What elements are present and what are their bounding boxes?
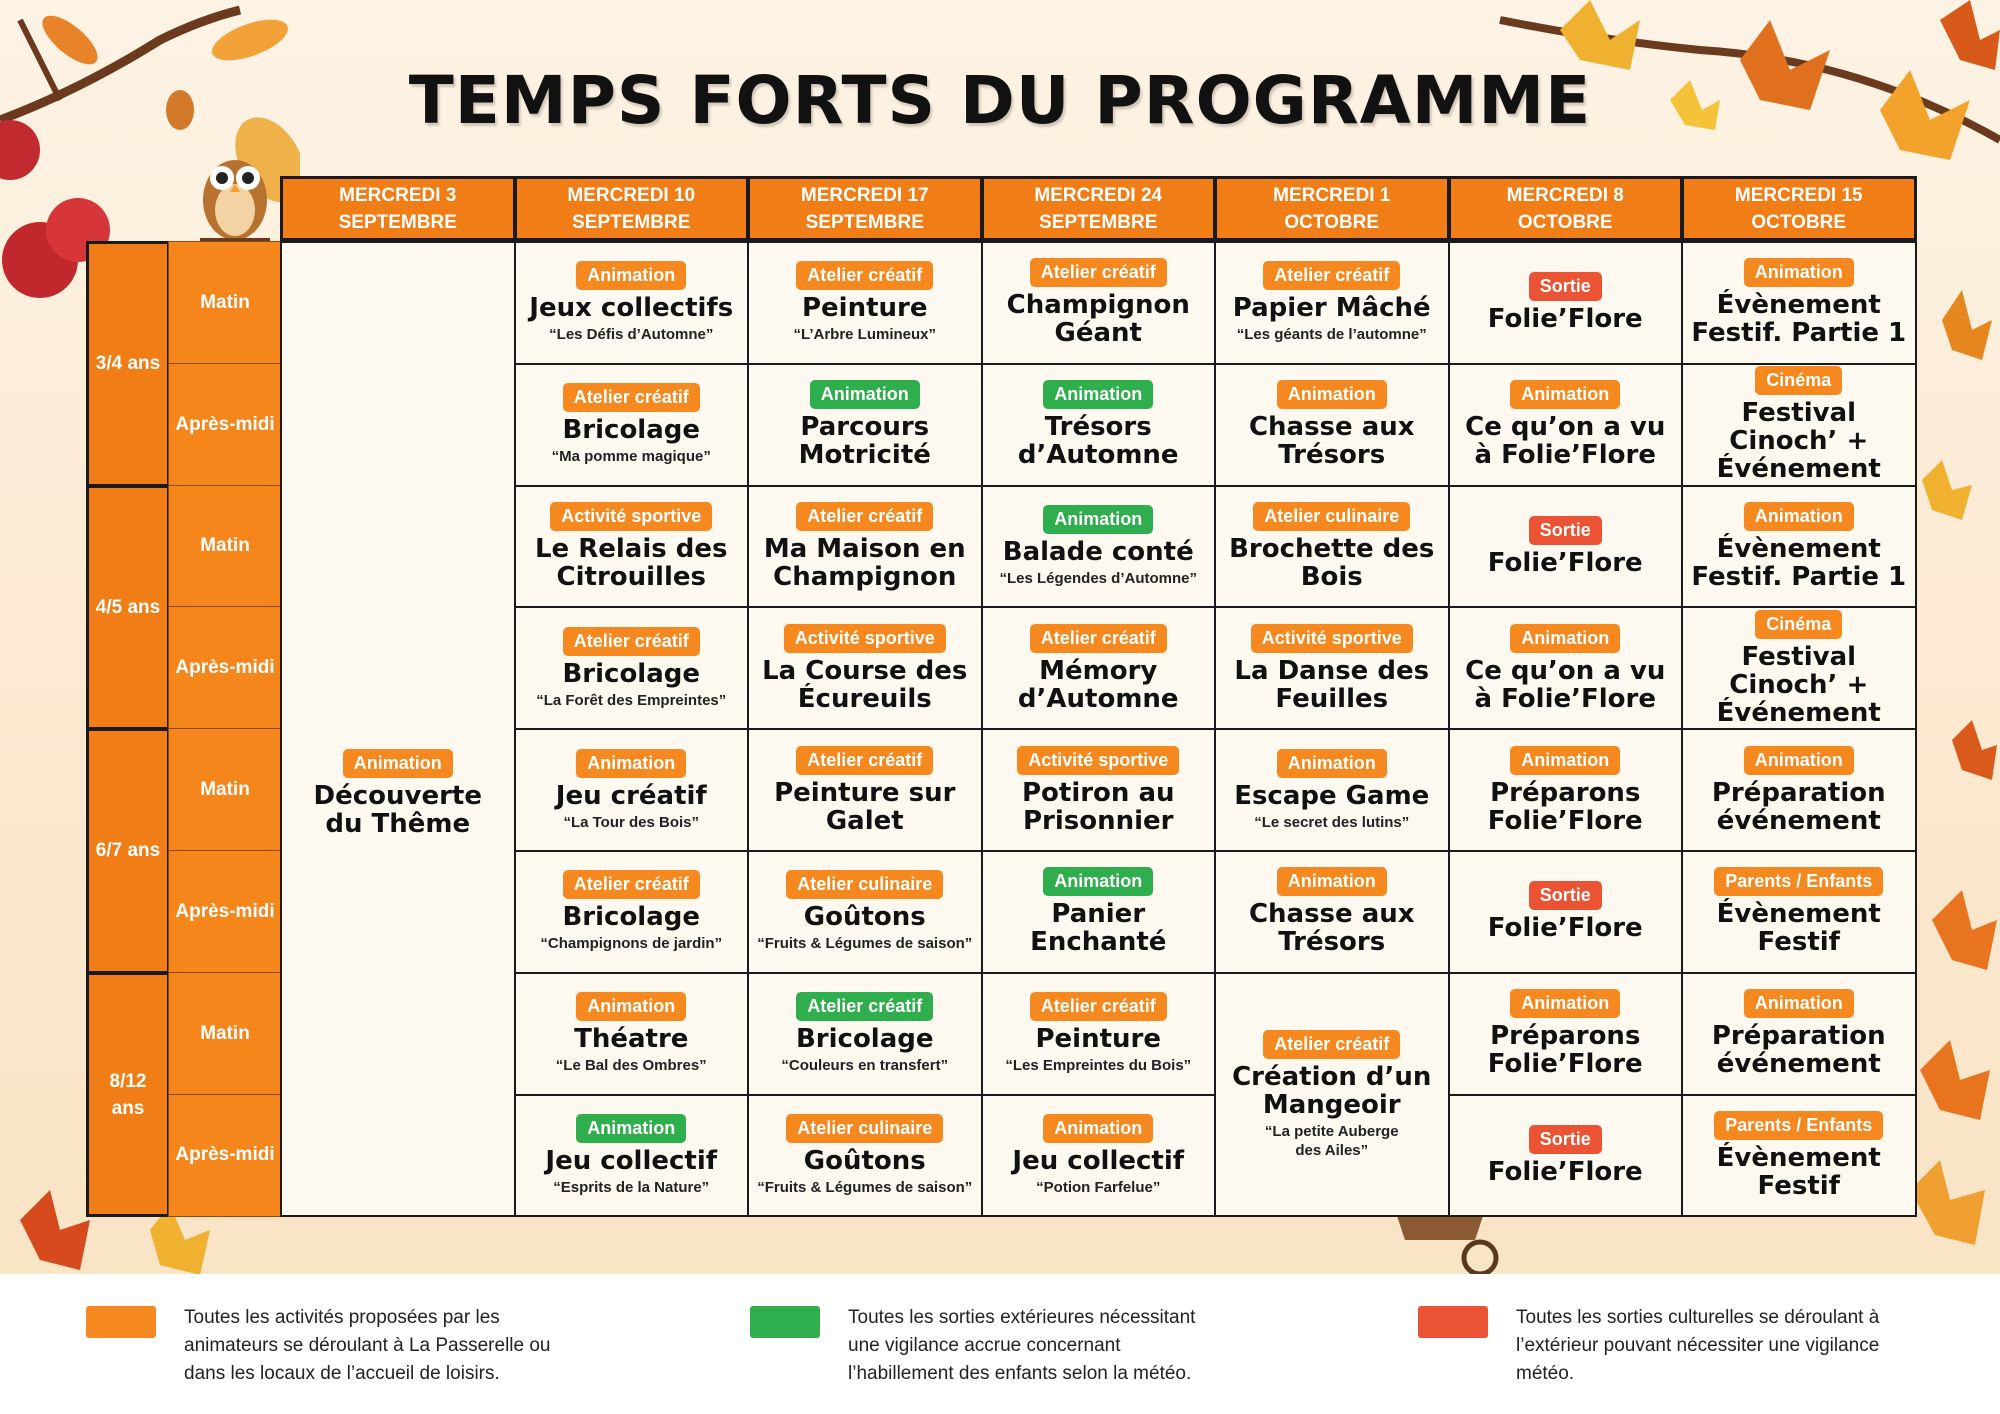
age-group-text: 8/12 ans <box>109 1070 147 1119</box>
activity-badge: Atelier créatif <box>796 261 933 290</box>
activity-cell[interactable] <box>1214 850 1450 974</box>
activity-badge: Animation <box>1510 624 1620 653</box>
activity-title: Folie’Flore <box>1487 547 1643 578</box>
activity-title: Évènement Festif. Partie 1 <box>1691 290 1907 349</box>
activity-badge: Activité sportive <box>1251 624 1413 653</box>
slot-morning <box>168 241 282 365</box>
activity-cell[interactable] <box>514 241 750 365</box>
activity-badge: Animation <box>576 261 686 290</box>
activity-subtitle: “Couleurs en transfert” <box>781 1057 949 1075</box>
activity-title: Ce qu’on a vu à Folie’Flore <box>1465 655 1666 714</box>
activity-title: Trésors d’Automne <box>1017 412 1179 471</box>
activity-title: Goûtons <box>803 1145 926 1176</box>
activity-badge: Sortie <box>1529 272 1602 301</box>
activity-title: Potiron au Prisonnier <box>1021 777 1175 836</box>
age-group-label <box>86 728 170 974</box>
activity-badge: Atelier créatif <box>1030 624 1167 653</box>
activity-title: Folie’Flore <box>1487 913 1643 944</box>
activity-title: Folie’Flore <box>1487 304 1643 335</box>
activity-cell[interactable] <box>514 728 750 852</box>
day-header-line: MERCREDI 24 <box>1034 184 1163 206</box>
activity-title: Parcours Motricité <box>798 412 931 471</box>
activity-badge: Animation <box>576 1114 686 1143</box>
activity-badge: Animation <box>1043 505 1153 534</box>
activity-badge: Atelier créatif <box>796 746 933 775</box>
activity-title: Évènement Festif <box>1716 1142 1881 1201</box>
day-header-line: MERCREDI 8 <box>1506 184 1624 206</box>
activity-title: Ce qu’on a vu à Folie’Flore <box>1465 412 1666 471</box>
day-header-month: OCTOBRE <box>1284 211 1380 233</box>
activity-cell[interactable] <box>747 241 983 365</box>
activity-title: Goûtons <box>803 902 926 933</box>
activity-subtitle: “Le secret des lutins” <box>1254 813 1410 831</box>
activity-cell[interactable] <box>1681 485 1917 609</box>
slot-label: Matin <box>200 535 250 557</box>
activity-badge: Atelier créatif <box>1030 258 1167 287</box>
activity-subtitle: “Fruits & Légumes de saison” <box>757 1178 973 1196</box>
activity-title: Peinture sur Galet <box>774 777 956 836</box>
activity-cell[interactable] <box>981 241 1217 365</box>
activity-cell[interactable] <box>514 606 750 730</box>
day-header <box>1214 176 1450 241</box>
activity-subtitle: “Le Bal des Ombres” <box>555 1057 707 1075</box>
activity-subtitle: “La Tour des Bois” <box>563 813 700 831</box>
slot-afternoon <box>168 606 282 730</box>
slot-label: Après-midi <box>175 413 275 435</box>
day-header <box>981 176 1217 241</box>
activity-cell[interactable] <box>1448 241 1684 365</box>
day-header <box>514 176 750 241</box>
activity-badge: Atelier culinaire <box>786 1114 943 1143</box>
activity-cell[interactable] <box>1214 485 1450 609</box>
day-header-month: SEPTEMBRE <box>338 211 457 233</box>
activity-title: Jeu collectif <box>545 1145 718 1176</box>
day-header <box>280 176 516 241</box>
activity-title: Préparation événement <box>1711 1021 1886 1080</box>
activity-cell[interactable] <box>1214 241 1450 365</box>
age-group-text: 3/4 ans <box>95 353 161 375</box>
activity-badge: Atelier créatif <box>1030 992 1167 1021</box>
activity-badge: Animation <box>576 992 686 1021</box>
slot-label: Matin <box>200 1022 250 1044</box>
day-header-month: SEPTEMBRE <box>572 211 691 233</box>
day-header-line: MERCREDI 10 <box>567 184 696 206</box>
activity-title: Papier Mâché <box>1232 293 1431 324</box>
activity-cell[interactable] <box>747 728 983 852</box>
activity-badge: Animation <box>1277 867 1387 896</box>
activity-title: Peinture <box>1035 1024 1161 1055</box>
activity-title: Chasse aux Trésors <box>1248 412 1415 471</box>
activity-title: Panier Enchanté <box>1030 899 1167 958</box>
activity-title: Balade conté <box>1002 536 1194 567</box>
slot-label: Après-midi <box>175 657 275 679</box>
activity-subtitle: “La petite Auberge des Ailes” <box>1264 1122 1399 1159</box>
activity-title: Bricolage <box>562 902 701 933</box>
activity-badge: Animation <box>1510 746 1620 775</box>
activity-cell[interactable] <box>1681 728 1917 852</box>
activity-subtitle: “Les Défis d’Automne” <box>549 326 714 344</box>
activity-title: La Course des Écureuils <box>762 655 968 714</box>
activity-cell[interactable] <box>1681 363 1917 487</box>
activity-badge: Parents / Enfants <box>1714 867 1883 896</box>
activity-badge: Animation <box>1744 746 1854 775</box>
activity-cell[interactable] <box>1448 850 1684 974</box>
activity-title: Champignon Géant <box>1006 290 1190 349</box>
activity-cell[interactable] <box>747 485 983 609</box>
activity-cell[interactable] <box>514 485 750 609</box>
activity-title: Bricolage <box>795 1024 934 1055</box>
legend-item <box>1418 1304 1896 1388</box>
day-header-line: MERCREDI 3 <box>339 184 457 206</box>
activity-badge: Atelier culinaire <box>786 870 943 899</box>
activity-badge: Animation <box>1744 258 1854 287</box>
activity-cell[interactable] <box>1214 606 1450 730</box>
slot-label: Après-midi <box>175 900 275 922</box>
legend <box>0 1274 2000 1414</box>
activity-title: Jeu créatif <box>555 780 707 811</box>
activity-title: Festival Cinoch’ + Événement <box>1716 398 1881 485</box>
day-header <box>747 176 983 241</box>
activity-title: Bricolage <box>562 415 701 446</box>
age-group-text: 6/7 ans <box>95 840 161 862</box>
activity-badge: Atelier créatif <box>1263 261 1400 290</box>
activity-title: Mémory d’Automne <box>1017 655 1179 714</box>
activity-cell[interactable] <box>1214 972 1450 1218</box>
legend-text: Toutes les sorties culturelles se déroulant à l’extérieur pouvant nécessiter une vigilance météo. <box>1516 1307 1880 1384</box>
activity-badge: Animation <box>1510 989 1620 1018</box>
activity-title: Brochette des Bois <box>1229 533 1435 592</box>
activity-cell[interactable] <box>514 850 750 974</box>
activity-title: Évènement Festif. Partie 1 <box>1691 533 1907 592</box>
activity-subtitle: “Les Légendes d’Automne” <box>999 569 1198 587</box>
activity-badge: Animation <box>576 749 686 778</box>
activity-cell[interactable] <box>981 850 1217 974</box>
activity-title: Découverte du Thême <box>313 780 482 839</box>
activity-title: Folie’Flore <box>1487 1156 1643 1187</box>
activity-cell[interactable] <box>981 972 1217 1096</box>
activity-title: Chasse aux Trésors <box>1248 899 1415 958</box>
slot-label: Matin <box>200 779 250 801</box>
activity-cell[interactable] <box>1681 1094 1917 1218</box>
activity-cell[interactable] <box>1448 1094 1684 1218</box>
activity-cell[interactable] <box>1681 241 1917 365</box>
page-title: TEMPS FORTS DU PROGRAMME <box>408 62 1592 139</box>
age-group-label <box>86 241 170 487</box>
day-header-line: MERCREDI 17 <box>800 184 929 206</box>
activity-cell[interactable] <box>747 1094 983 1218</box>
activity-title: Création d’un Mangeoir <box>1232 1061 1432 1120</box>
day-header <box>1448 176 1684 241</box>
first-day-activity[interactable] <box>280 241 516 1217</box>
activity-title: Jeu collectif <box>1012 1145 1185 1176</box>
activity-badge: Activité sportive <box>1017 746 1179 775</box>
activity-subtitle: “Ma pomme magique” <box>551 448 711 466</box>
day-header-month: OCTOBRE <box>1517 211 1613 233</box>
activity-title: Le Relais des Citrouilles <box>534 533 728 592</box>
legend-text: Toutes les sorties extérieures nécessitant une vigilance accrue concernant l’habillement des enfants selon la météo. <box>848 1307 1196 1384</box>
activity-title: Théatre <box>574 1024 689 1055</box>
legend-item <box>750 1304 1228 1388</box>
activity-cell[interactable] <box>1214 363 1450 487</box>
activity-badge: Animation <box>1043 867 1153 896</box>
legend-item <box>86 1304 564 1388</box>
activity-badge: Atelier créatif <box>796 992 933 1021</box>
activity-cell[interactable] <box>1448 606 1684 730</box>
program-grid <box>86 176 1915 1216</box>
legend-swatch <box>1418 1306 1488 1338</box>
activity-badge: Animation <box>343 749 453 778</box>
legend-swatch <box>86 1306 156 1338</box>
day-header-month: OCTOBRE <box>1751 211 1847 233</box>
slot-label: Après-midi <box>175 1144 275 1166</box>
activity-subtitle: “Potion Farfelue” <box>1036 1178 1161 1196</box>
activity-badge: Parents / Enfants <box>1714 1111 1883 1140</box>
activity-cell[interactable] <box>1448 485 1684 609</box>
activity-badge: Sortie <box>1529 1125 1602 1154</box>
activity-cell[interactable] <box>1448 972 1684 1096</box>
day-header-line: MERCREDI 15 <box>1734 184 1863 206</box>
slot-afternoon <box>168 1094 282 1218</box>
activity-cell[interactable] <box>981 485 1217 609</box>
activity-badge: Activité sportive <box>550 502 712 531</box>
activity-badge: Animation <box>1043 380 1153 409</box>
activity-subtitle: “Fruits & Légumes de saison” <box>757 935 973 953</box>
activity-title: Préparons Folie’Flore <box>1487 1021 1643 1080</box>
activity-title: La Danse des Feuilles <box>1234 655 1430 714</box>
activity-title: Jeux collectifs <box>529 293 734 324</box>
activity-cell[interactable] <box>1448 728 1684 852</box>
activity-title: Ma Maison en Champignon <box>763 533 966 592</box>
activity-badge: Atelier créatif <box>563 870 700 899</box>
activity-title: Préparation événement <box>1711 777 1886 836</box>
activity-subtitle: “Esprits de la Nature” <box>553 1178 710 1196</box>
age-group-label <box>86 972 170 1218</box>
day-header <box>1681 176 1917 241</box>
activity-cell[interactable] <box>747 850 983 974</box>
activity-title: Escape Game <box>1234 780 1430 811</box>
activity-badge: Animation <box>1744 502 1854 531</box>
legend-text: Toutes les activités proposées par les animateurs se déroulant à La Passerelle ou dans les locaux de l’accueil de loisirs. <box>184 1307 551 1384</box>
activity-badge: Sortie <box>1529 881 1602 910</box>
activity-badge: Cinéma <box>1755 610 1842 639</box>
slot-morning <box>168 485 282 609</box>
activity-cell[interactable] <box>514 363 750 487</box>
activity-cell[interactable] <box>1214 728 1450 852</box>
slot-morning <box>168 728 282 852</box>
activity-badge: Animation <box>1277 380 1387 409</box>
activity-badge: Atelier créatif <box>796 502 933 531</box>
activity-cell[interactable] <box>747 972 983 1096</box>
activity-subtitle: “Les Empreintes du Bois” <box>1005 1057 1192 1075</box>
activity-badge: Sortie <box>1529 516 1602 545</box>
activity-subtitle: “Champignons de jardin” <box>540 935 723 953</box>
activity-cell[interactable] <box>747 363 983 487</box>
activity-badge: Animation <box>1277 749 1387 778</box>
activity-badge: Atelier créatif <box>563 627 700 656</box>
slot-afternoon <box>168 850 282 974</box>
activity-title: Préparons Folie’Flore <box>1487 777 1643 836</box>
activity-cell[interactable] <box>981 606 1217 730</box>
day-header-month: SEPTEMBRE <box>805 211 924 233</box>
age-group-text: 4/5 ans <box>95 596 161 618</box>
activity-cell[interactable] <box>1448 363 1684 487</box>
slot-afternoon <box>168 363 282 487</box>
activity-cell[interactable] <box>981 1094 1217 1218</box>
activity-cell[interactable] <box>747 606 983 730</box>
activity-subtitle: “L’Arbre Lumineux” <box>793 326 937 344</box>
activity-badge: Activité sportive <box>784 624 946 653</box>
day-header-month: SEPTEMBRE <box>1039 211 1158 233</box>
slot-morning <box>168 972 282 1096</box>
activity-title: Peinture <box>801 293 928 324</box>
slot-label: Matin <box>200 291 250 313</box>
legend-swatch <box>750 1306 820 1338</box>
activity-cell[interactable] <box>981 728 1217 852</box>
activity-cell[interactable] <box>1681 850 1917 974</box>
activity-cell[interactable] <box>514 1094 750 1218</box>
activity-badge: Animation <box>1043 1114 1153 1143</box>
activity-subtitle: “Les géants de l’automne” <box>1236 326 1427 344</box>
activity-subtitle: “La Forêt des Empreintes” <box>536 691 727 709</box>
activity-title: Bricolage <box>562 658 701 689</box>
activity-cell[interactable] <box>514 972 750 1096</box>
activity-cell[interactable] <box>981 363 1217 487</box>
age-group-label <box>86 485 170 731</box>
activity-badge: Animation <box>1744 989 1854 1018</box>
activity-cell[interactable] <box>1681 606 1917 730</box>
activity-badge: Atelier créatif <box>1263 1030 1400 1059</box>
activity-badge: Atelier créatif <box>563 383 700 412</box>
activity-title: Festival Cinoch’ + Événement <box>1716 641 1881 728</box>
activity-badge: Animation <box>810 380 920 409</box>
activity-badge: Cinéma <box>1755 366 1842 395</box>
activity-title: Évènement Festif <box>1716 899 1881 958</box>
activity-badge: Animation <box>1510 380 1620 409</box>
leaves-right-decoration <box>1912 280 2000 980</box>
day-header-line: MERCREDI 1 <box>1273 184 1391 206</box>
activity-cell[interactable] <box>1681 972 1917 1096</box>
activity-badge: Atelier culinaire <box>1253 502 1410 531</box>
